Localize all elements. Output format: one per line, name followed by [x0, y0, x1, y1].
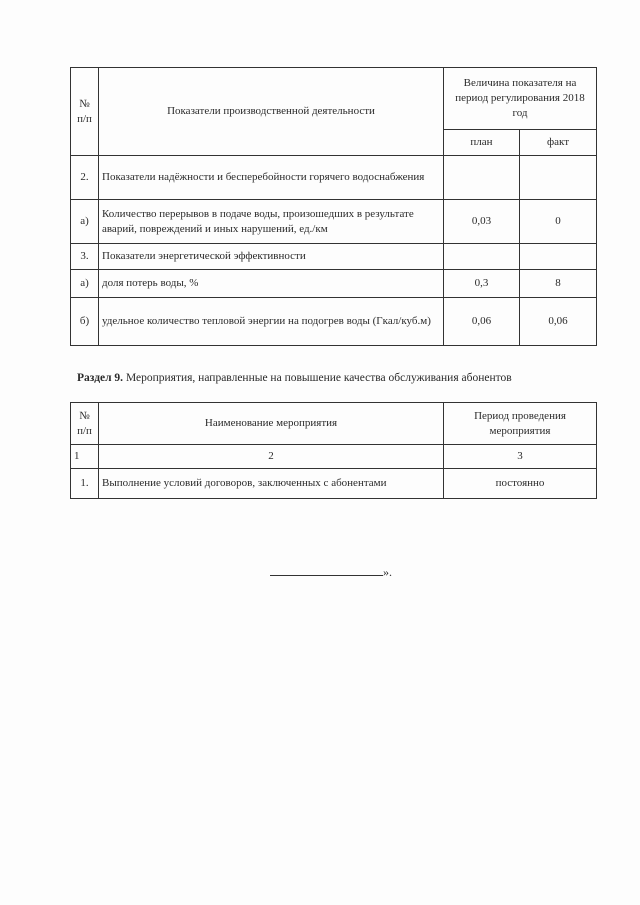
row-period: постоянно [444, 469, 597, 499]
row-plan: 0,06 [444, 298, 520, 346]
numbering-row [71, 445, 597, 469]
table-row [71, 244, 597, 270]
table-row [71, 156, 597, 200]
row-num: а) [71, 270, 99, 298]
table-row [71, 469, 597, 499]
closing-quote: ». [383, 565, 392, 579]
col-number: 2 [99, 445, 444, 469]
closing-line [270, 564, 392, 580]
table-row [71, 298, 597, 346]
section-heading [77, 372, 512, 384]
row-plan [444, 244, 520, 270]
row-fact: 8 [520, 270, 597, 298]
col-number: 1 [71, 445, 99, 469]
header-fact: факт [520, 130, 597, 156]
col-number: 3 [444, 445, 597, 469]
header-indicators: Показатели производственной деятельности [99, 68, 444, 156]
row-name: доля потерь воды, % [99, 270, 444, 298]
row-name: Показатели надёжности и бесперебойности горячего водоснабжения [99, 156, 444, 200]
header-num: № п/п [71, 68, 99, 156]
row-num: а) [71, 200, 99, 244]
row-num: б) [71, 298, 99, 346]
header-value: Величина показателя на период регулирования 2018 год [444, 68, 597, 130]
header-num: № п/п [71, 403, 99, 445]
row-plan [444, 156, 520, 200]
row-plan: 0,3 [444, 270, 520, 298]
row-name: удельное количество тепловой энергии на подогрев воды (Гкал/куб.м) [99, 298, 444, 346]
section-label: Раздел 9. [77, 372, 124, 384]
table-row [71, 200, 597, 244]
row-num: 1. [71, 469, 99, 499]
row-num: 3. [71, 244, 99, 270]
table-row [71, 270, 597, 298]
row-name: Выполнение условий договоров, заключенных с абонентами [99, 469, 444, 499]
row-fact: 0 [520, 200, 597, 244]
row-fact [520, 156, 597, 200]
header-period: Период проведения мероприятия [444, 403, 597, 445]
row-name: Показатели энергетической эффективности [99, 244, 444, 270]
header-measure-name: Наименование мероприятия [99, 403, 444, 445]
row-name: Количество перерывов в подаче воды, произошедших в результате аварий, повреждений и иных нарушений, ед./км [99, 200, 444, 244]
production-indicators-table [70, 67, 597, 346]
row-fact: 0,06 [520, 298, 597, 346]
service-measures-table [70, 402, 597, 499]
row-plan: 0,03 [444, 200, 520, 244]
signature-blank [270, 564, 383, 576]
header-plan: план [444, 130, 520, 156]
row-num: 2. [71, 156, 99, 200]
section-title: Мероприятия, направленные на повышение качества обслуживания абонентов [125, 372, 512, 384]
row-fact [520, 244, 597, 270]
